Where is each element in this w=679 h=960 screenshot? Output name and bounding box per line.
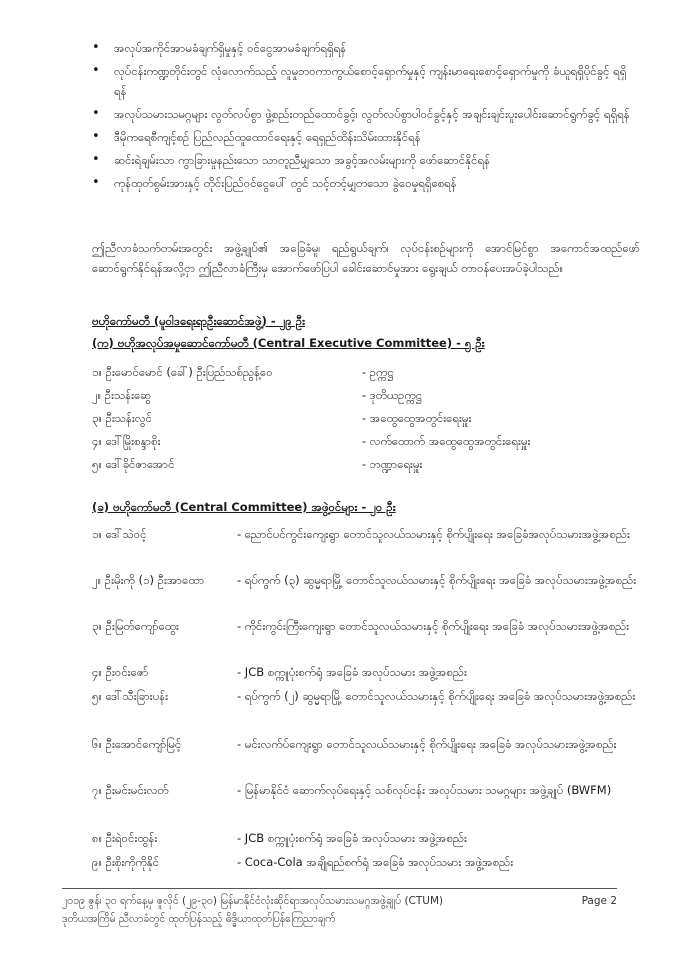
list-item <box>92 150 632 170</box>
footer-line-1: ၂၀၁၉ ဇွန်၊ ၃ဝ ရက်နေ့မှ ဇူလိုင် (၂၉-၃၀) မြန်မာနိုင်ငံလုံးဆိုင်ရာအလုပ်သမားသမဂ္ဂအဖွဲ့ချုပ် (CTUM) <box>62 895 444 907</box>
member-role: - ဥက္ကဋ္ဌ <box>362 365 394 379</box>
list-item-text: လုပ်ငန်းကဏ္ဍတိုင်းတွင် လုံလောက်သည့် လူမှုဘဝကာကွယ်စောင့်ရှောက်မှုနှင့် ကျန်းမာရေးစောင့်ရှောက်မှုကို ခံယူရရှိပိုင်ခွင့် ရရှိရန် <box>114 64 627 98</box>
page-number: Page 2 <box>581 895 617 907</box>
table-row <box>92 385 652 405</box>
table-row <box>92 408 652 428</box>
table-row <box>92 454 652 474</box>
member-name: ၈။ ဦးရဲဝင်းထွန်း <box>92 831 158 845</box>
member-organization: - ညောင်ပင်ကွင်းကျေးရွာ တောင်သူလယ်သမားနှင့် စိုက်ပျိုးရေး အခြေခံအလုပ်သမားအဖွဲ့အစည်း <box>237 527 630 541</box>
member-organization: - JCB စက္ကူပုံးစက်ရုံ အခြေခံ အလုပ်သမား အဖွဲ့အစည်း <box>237 831 467 845</box>
objectives-list <box>92 38 632 196</box>
member-name: ၂။ ဦးသန်းဆွေ <box>92 388 151 402</box>
member-name: ၄။ ဒေါ်မြိုးစန္ဒာစိုး <box>92 434 161 448</box>
central-committee-heading: ဗဟိုကော်မတီ (မူဝါဒရေးရာဦးဆောင်အဖွဲ့) - ၂၉ ဦး <box>92 314 306 328</box>
table-row <box>92 362 652 382</box>
member-organization: - JCB စက္ကူပုံးစက်ရုံ အခြေခံ အလုပ်သမား အဖွဲ့အစည်း <box>237 665 467 679</box>
member-organization: - ကိုင်းကွင်းကြီးကျေးရွာ တောင်သူလယ်သမားနှင့် စိုက်ပျိုးရေး အခြေခံ အလုပ်သမားအဖွဲ့အစည်း <box>237 619 630 633</box>
list-item-text: ဒီမိုကရေစီကျင့်စဉ် ပြည်လည်ထူထောင်ရေးနှင့် ရေရှည်ထိန်းသိမ်းထားနိုင်ရန် <box>114 130 421 144</box>
list-item-text: ကုန်ထုတ်စွမ်းအားနှင့် တိုင်းပြည်ဝင်ငွေပေါ် တွင် သင့်တင့်မျှတသော ခွဲဝေမှုရရှိစေရန် <box>114 176 457 190</box>
footer-divider <box>62 888 617 889</box>
member-role: - ဘဏ္ဍာရေးမှူး <box>362 457 423 471</box>
bullet-icon: • <box>92 175 100 190</box>
list-item-text: ဆင်းရဲချမ်းသာ ကွာခြားမှုနည်းသော သာတူညီမျှသော အခွင့်အလမ်းများကို ဖော်ဆောင်နိုင်ရန် <box>114 153 491 167</box>
list-item-text: အလုပ်အကိုင်အာမခံချက်ရှိမှုနှင့် ဝင်ငွေအာမခံချက်ရရှိရန် <box>114 41 347 55</box>
bullet-icon: • <box>92 40 100 55</box>
member-organization: - ရပ်ကွက် (၂) ဆွမ္မရာမြို့ တောင်သူလယ်သမားနှင့် စိုက်ပျိုးရေး အခြေခံ အလုပ်သမားအဖွဲ့အစည်း <box>237 689 636 703</box>
member-organization: - Coca-Cola အချိုရည်စက်ရုံ အခြေခံ အလုပ်သမား အဖွဲ့အစည်း <box>237 855 514 869</box>
member-organization: - မြန်မာနိုင်ငံ ဆောက်လုပ်ရေးနှင့် သစ်လုပ်ငန်း အလုပ်သမား သမဂ္ဂများ အဖွဲ့ချုပ် (BWFM) <box>237 783 612 797</box>
footer-line-2: ဒုတိယအကြိမ် ညီလာခံတွင် ထုတ်ပြန်သည့် ဓိဒ္ဓိယာထုတ်ပြန်ကြေညာချက် <box>62 913 336 925</box>
member-name: ၂။ ဦးမိုးကို (၁) ဦးအာထော <box>92 573 205 587</box>
bullet-icon: • <box>92 129 100 144</box>
member-organization: - ရပ်ကွက် (၃) ဆွမ္မရာမြို့ တောင်သူလယ်သမားနှင့် စိုက်ပျိုးရေး အခြေခံ အလုပ်သမားအဖွဲ့အစည်း <box>237 573 637 587</box>
intro-paragraph: ဤညီလာခံသက်တမ်းအတွင်း အဖွဲ့ချုပ်၏ အခြေခံမူ၊ ရည်ရွယ်ချက်၊ လုပ်ငန်းစဉ်များကို အောင်မြင်စွာ အကောင်အထည်ဖော် ဆောင်ရွက်နိုင်ရန်အလို့ငှာ ဤညီလာခံကြီးမှ အောက်ဖော်ပြပါ ခေါင်းဆောင်မှုအား ရွေးချယ် တာဝန်ပေးအပ်ခဲ့ပါသည်။ <box>92 241 640 275</box>
list-item-text: အလုပ်သမားသမဂ္ဂများ လွတ်လပ်စွာ ဖွဲ့စည်းတည်ထောင်ခွင့်၊ လွတ်လပ်စွာပါဝင်ခွင့်နှင့် အချင်းချင်းပူးပေါင်းဆောင်ရွက်ခွင့် ရရှိရန် <box>114 107 630 121</box>
member-name: ၄။ ဦးဝင်းဇော် <box>92 665 149 679</box>
page-footer <box>62 892 617 928</box>
member-role: - ဒုတိယဥက္ကဋ္ဌ <box>362 388 423 402</box>
member-name: ၅။ ဒေါ်သီးခြားပန်း <box>92 689 169 703</box>
list-item <box>92 38 632 58</box>
bullet-icon: • <box>92 106 100 121</box>
list-item <box>92 104 632 124</box>
member-role: - လက်ထောက် အထွေထွေအတွင်းရေးမှူး <box>362 434 531 448</box>
bullet-icon: • <box>92 152 100 167</box>
member-name: ၃။ ဦးသန်းလွင် <box>92 411 153 425</box>
member-name: ၁။ ဦးမောင်မောင် (ခေါ်) ဦးပြည်သစ်ညွန့်ဝေ <box>92 365 273 379</box>
list-item <box>92 127 632 147</box>
member-name: ၃။ ဦးမြတ်ကျော်ထွေး <box>92 619 179 633</box>
bullet-icon: • <box>92 63 100 78</box>
committee-members-heading: (ခ) ဗဟိုကော်မတီ (Central Committee) အဖွဲ့ဝင်များ - ၂၀ ဦး <box>92 500 396 514</box>
table-row <box>92 431 652 451</box>
member-name: ၅။ ဒေါ်ခိုင်ဇာအောင် <box>92 457 175 471</box>
list-item <box>92 173 632 193</box>
executive-committee-heading: (က) ဗဟိုအလုပ်အမှုဆောင်ကော်မတီ (Central Executive Committee) - ၅ ဦး <box>92 336 485 350</box>
member-name: ၆။ ဦးအောင်ကျော်မြင့် <box>92 737 182 751</box>
member-organization: - မင်းလက်ပ်ကျေးရွာ တောင်သူလယ်သမားနှင့် စိုက်ပျိုးရေး အခြေခံ အလုပ်သမားအဖွဲ့အစည်း <box>237 737 617 751</box>
member-role: - အထွေထွေအတွင်းရေးမှူး <box>362 411 472 425</box>
member-name: ၁။ ဒေါ်သဲဝင့် <box>92 527 147 541</box>
list-item <box>92 61 632 101</box>
member-name: ၇။ ဦးမင်းမင်းလတ် <box>92 783 169 797</box>
member-name: ၉။ ဦးစိုးကိုကိုနိုင် <box>92 855 160 869</box>
